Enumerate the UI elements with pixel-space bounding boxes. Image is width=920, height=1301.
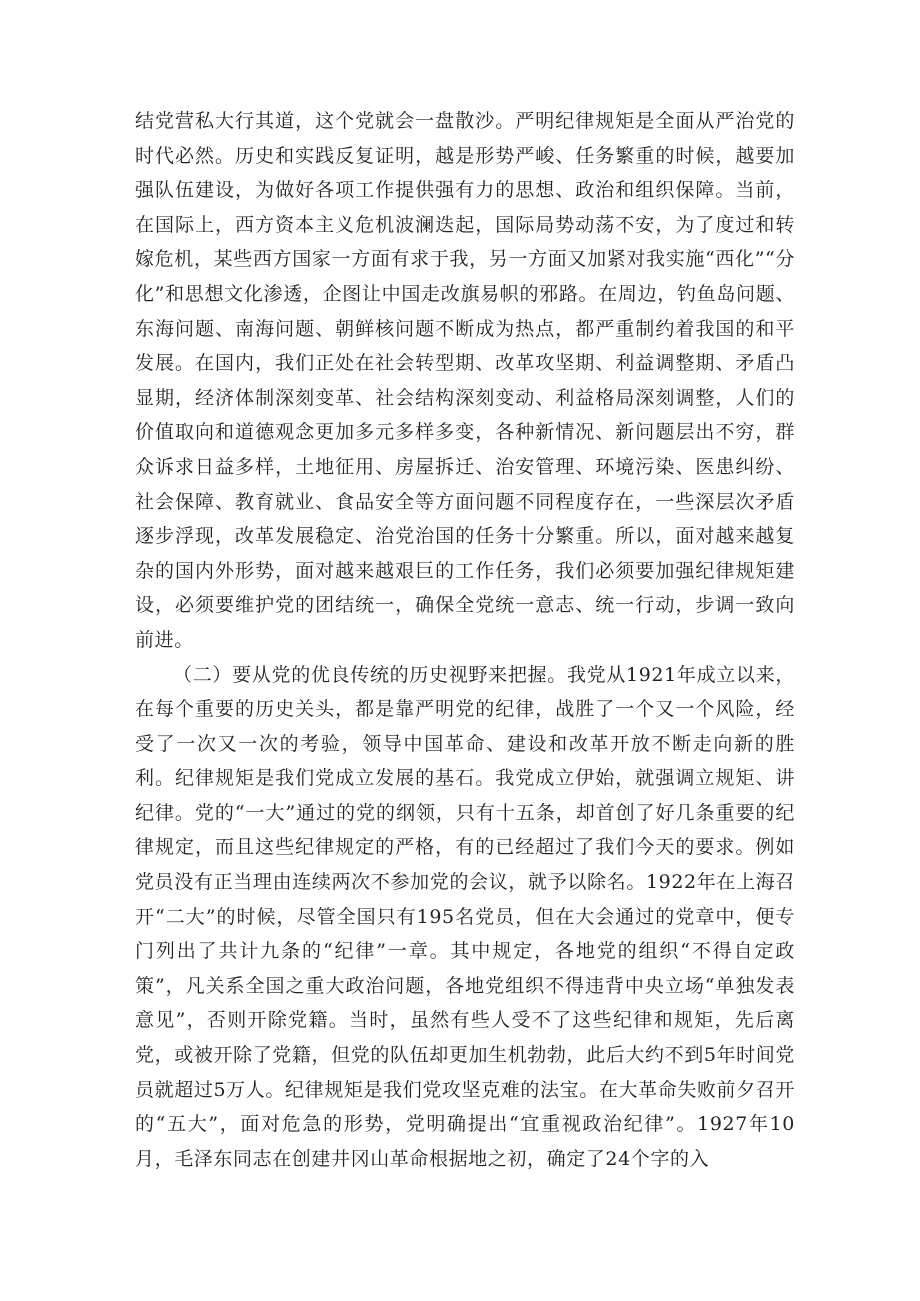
document-body bbox=[135, 104, 795, 1176]
paragraph-1: 结党营私大行其道，这个党就会一盘散沙。严明纪律规矩是全面从严治党的时代必然。历史和实践反复证明，越是形势严峻、任务繁重的时候，越要加强队伍建设，为做好各项工作提供强有力的思想、政治和组织保障。当前，在国际上，西方资本主义危机波澜迭起，国际局势动荡不安，为了度过和转嫁危机，某些西方国家一方面有求于我，另一方面又加紧对我实施“西化”“分化”和思想文化渗透，企图让中国走改旗易帜的邪路。在周边，钓鱼岛问题、东海问题、南海问题、朝鲜核问题不断成为热点，都严重制约着我国的和平发展。在国内，我们正处在社会转型期、改革攻坚期、利益调整期、矛盾凸显期，经济体制深刻变革、社会结构深刻变动、利益格局深刻调整，人们的价值取向和道德观念更加多元多样多变，各种新情况、新问题层出不穷，群众诉求日益多样，土地征用、房屋拆迁、治安管理、环境污染、医患纠纷、社会保障、教育就业、食品安全等方面问题不同程度存在，一些深层次矛盾逐步浮现，改革发展稳定、治党治国的任务十分繁重。所以，面对越来越复杂的国内外形势，面对越来越艰巨的工作任务，我们必须要加强纪律规矩建设，必须要维护党的团结统一，确保全党统一意志、统一行动，步调一致向前进。 bbox=[135, 110, 795, 651]
paragraph-2: （二）要从党的优良传统的历史视野来把握。我党从1921年成立以来，在每个重要的历史关头，都是靠严明党的纪律，战胜了一个又一个风险，经受了一次又一次的考验，领导中国革命、建设和改革开放不断走向新的胜利。纪律规矩是我们党成立发展的基石。我党成立伊始，就强调立规矩、讲纪律。党的“一大”通过的党的纲领，只有十五条，却首创了好几条重要的纪律规定，而且这些纪律规定的严格，有的已经超过了我们今天的要求。例如党员没有正当理由连续两次不参加党的会议，就予以除名。1922年在上海召开“二大”的时候，尽管全国只有195名党员，但在大会通过的党章中，便专门列出了共计九条的“纪律”一章。其中规定，各地党的组织“不得自定政策”，凡关系全国之重大政治问题，各地党组织不得违背中央立场“单独发表意见”，否则开除党籍。当时，虽然有些人受不了这些纪律和规矩，先后离党，或被开除了党籍，但党的队伍却更加生机勃勃，此后大约不到5年时间党员就超过5万人。纪律规矩是我们党攻坚克难的法宝。在大革命失败前夕召开的“五大”，面对危急的形势，党明确提出“宜重视政治纪律”。1927年10月，毛泽东同志在创建井冈山革命根据地之初，确定了24个字的入 bbox=[135, 663, 795, 1170]
